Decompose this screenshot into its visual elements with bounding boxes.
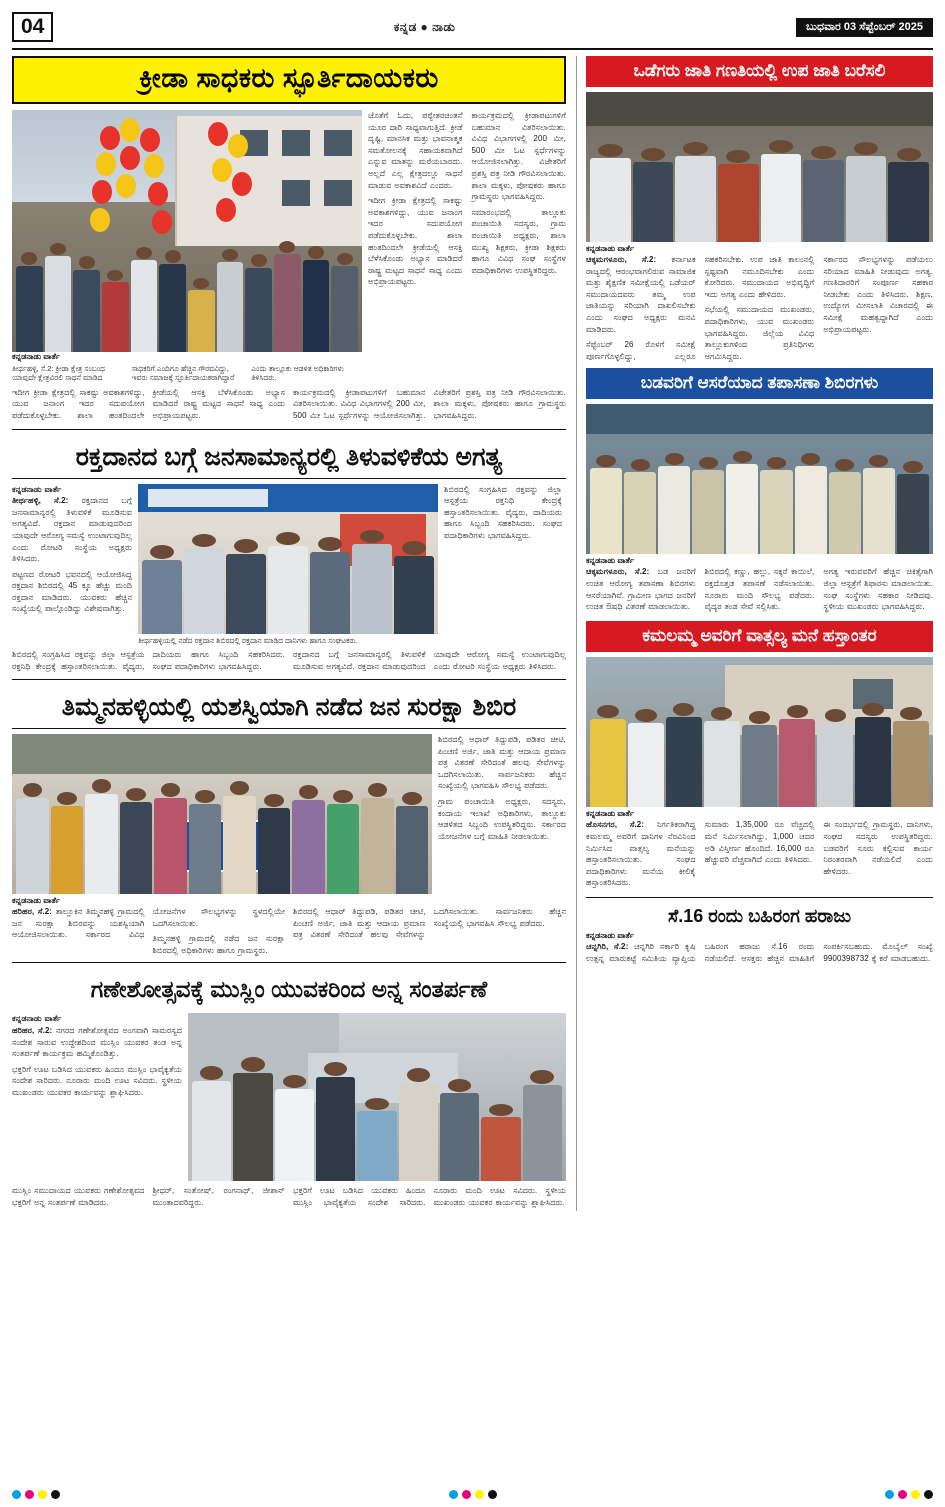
ganesh-food-photo <box>188 1013 566 1181</box>
page-number: 04 <box>12 12 53 42</box>
house-credit: ಕನ್ನಡನಾಡು ವಾರ್ತೆ <box>586 809 635 819</box>
camp-para-1: ಬಡ ಜನರಿಗೆ ಉಚಿತ ಆರೋಗ್ಯ ತಪಾಸಣಾ ಶಿಬಿರಗಳು ಆಸರೆಯಾಗಿವೆ. ಗ್ರಾಮೀಣ ಭಾಗದ ಜನರಿಗೆ ಉಚಿತ ಔಷಧಿ ವಿತರಣೆ ಮಾಡಲಾಯಿತು. <box>586 567 696 612</box>
auction-credit: ಕನ್ನಡನಾಡು ವಾರ್ತೆ <box>586 930 635 940</box>
house-headline: ಕಮಲಮ್ಮ ಅವರಿಗೆ ವಾತ್ಸಲ್ಯ ಮನೆ ಹಸ್ತಾಂತರ <box>586 621 933 652</box>
security-credit: ಕನ್ನಡನಾಡು ವಾರ್ತೆ <box>12 896 61 906</box>
ganesh-caption: ಮುಸ್ಲಿಂ ಸಮುದಾಯದ ಯುವಕರು ಗಣೇಶೋತ್ಸವದ ಭಕ್ತರಿಗೆ ಅನ್ನ ಸಂತರ್ಪಣೆ ಮಾಡಿದರು. <box>12 1186 145 1208</box>
blood-para-1b: ರಕ್ತದಾನದ ಬಗ್ಗೆ ಜನಸಾಮಾನ್ಯರಲ್ಲಿ ತಿಳುವಳಿಕೆ ಮೂಡಿಸುವ ಅಗತ್ಯವಿದೆ. ರಕ್ತದಾನ ಮಾಡುವುದರಿಂದ ಯಾವುದೇ ಆರೋಗ್ಯ ಸಮಸ್ಯೆ ಉಂಟಾಗುವುದಿಲ್ಲ ಎಂದು ರೋಟರಿ ಸಂಸ್ಥೆಯ ಅಧ್ಯಕ್ಷರು ತಿಳಿಸಿದರು. <box>293 649 566 671</box>
lead-photo-credit: ಕನ್ನಡನಾಡು ವಾರ್ತೆ <box>12 352 61 361</box>
auction-dateline: ಚನ್ನಗಿರಿ, ಸೆ.2: <box>586 941 629 951</box>
lead-para-1: ಜೊತೆಗೆ ಓದು, ಪಠ್ಯೇತರಚಿಂತನೆ ಯೂರ ದಾರಿ ಸಾಧ್ಯವಾಗುತ್ತಿದೆ. ಕ್ರೀಡೆ ದೃಷ್ಟಿ, ಮಾನಸಿಕ ಮತ್ತು ಭಾವನಾತ್ಮಕ ಸಮತೋಲನಕ್ಕೆ ಸಹಾಯಕವಾಗಿದೆ ಎನ್ನುವ ಮಾತನ್ನು ಮರೆಯಬಾರದು. ಅಲ್ಲದೆ ಎಲ್ಲ ಕ್ಷೇತ್ರದಲ್ಲೂ ಸಾಧನೆ ಮಾಡುವ ಅವಕಾಶವಿದೆ ಎಂದರು. <box>368 111 463 190</box>
blood-photo-caption: ತೀರ್ಥಹಳ್ಳಿಯಲ್ಲಿ ನಡೆದ ರಕ್ತದಾನ ಶಿಬಿರದಲ್ಲಿ ರಕ್ತದಾನ ಮಾಡಿದ ದಾನಿಗಳು ಹಾಗೂ ಸಂಘಟಕರು. <box>138 635 358 645</box>
security-caption: ತಿಮ್ಮನಹಳ್ಳಿ ಗ್ರಾಮದಲ್ಲಿ ನಡೆದ ಜನ ಸುರಕ್ಷಾ ಶಿಬಿರದಲ್ಲಿ ಅಧಿಕಾರಿಗಳು ಹಾಗೂ ಗ್ರಾಮಸ್ಥರು. <box>152 934 285 955</box>
blood-para-1: ರಕ್ತದಾನದ ಬಗ್ಗೆ ಜನಸಾಮಾನ್ಯರಲ್ಲಿ ತಿಳುವಳಿಕೆ ಮೂಡಿಸುವ ಅಗತ್ಯವಿದೆ. ರಕ್ತದಾನ ಮಾಡುವುದರಿಂದ ಯಾವುದೇ ಆರೋಗ್ಯ ಸಮಸ್ಯೆ ಉಂಟಾಗುವುದಿಲ್ಲ ಎಂದು ರೋಟರಿ ಸಂಸ್ಥೆಯ ಅಧ್ಯಕ್ಷರು ತಿಳಿಸಿದರು. <box>12 496 132 564</box>
lead-article-text-b <box>12 387 566 423</box>
blood-credit: ಕನ್ನಡನಾಡು ವಾರ್ತೆ <box>12 484 62 494</box>
house-para-2: ಸುಮಾರು 1,35,000 ರೂ ವೆಚ್ಚದಲ್ಲಿ ಮನೆ ನಿರ್ಮಿಸಲಾಗಿದ್ದು, 1,000 ಚದರ ಅಡಿ ವಿಸ್ತೀರ್ಣ ಹೊಂದಿದೆ. 16,000 ರೂ ಹೆಚ್ಚುವರಿ ವೆಚ್ಚವಾಗಿದೆ ಎಂದು ತಿಳಿಸಿದರು. <box>704 820 815 865</box>
footer-registration-marks <box>12 1490 933 1499</box>
caste-meeting-photo <box>586 92 933 242</box>
security-article-text <box>12 906 566 956</box>
blood-dateline: ತೀರ್ಥಹಳ್ಳಿ, ಸೆ.2: <box>12 496 69 506</box>
lead-headline: ಕ್ರೀಡಾ ಸಾಧಕರು ಸ್ಫೂರ್ತಿದಾಯಕರು <box>12 56 566 104</box>
house-para-3: ಈ ಸಂದರ್ಭದಲ್ಲಿ ಗ್ರಾಮಸ್ಥರು, ದಾನಿಗಳು, ಸಂಘದ ಸದಸ್ಯರು ಉಪಸ್ಥಿತರಿದ್ದರು. ಬಡವರಿಗೆ ಸೂರು ಕಲ್ಪಿಸುವ ಕಾರ್ಯ ನಿರಂತರವಾಗಿ ನಡೆಯಲಿದೆ ಎಂದು ಹೇಳಿದರು. <box>823 820 933 876</box>
dotset-center <box>449 1490 497 1499</box>
auction-article-text <box>586 941 933 964</box>
camp-para-2: ಶಿಬಿರದಲ್ಲಿ ಕಣ್ಣು, ಹಲ್ಲು, ಸಕ್ಕರೆ ಕಾಯಿಲೆ, ರಕ್ತದೊತ್ತಡ ತಪಾಸಣೆ ನಡೆಸಲಾಯಿತು. ನೂರಾರು ಮಂದಿ ಸೌಲಭ್ಯ ಪಡೆದರು. ವೈದ್ಯರ ತಂಡ ಸೇವೆ ಸಲ್ಲಿಸಿತು. <box>704 567 815 612</box>
camp-dateline: ಚಿಕ್ಕಮಗಳೂರು, ಸೆ.2: <box>586 567 650 577</box>
ganesh-para-1: ನಗರದ ಗಣೇಶೋತ್ಸವದ ಅಂಗವಾಗಿ ಸಾಮರಸ್ಯದ ಸಂದೇಶ ಸಾರುವ ಉದ್ದೇಶದಿಂದ ಮುಸ್ಲಿಂ ಯುವಕರ ತಂಡ ಅನ್ನ ಸಂತರ್ಪಣೆ ಕಾರ್ಯಕ್ರಮ ಹಮ್ಮಿಕೊಂಡಿತ್ತು. <box>12 1026 182 1059</box>
house-para-1: ನಿರ್ಗತಿಕರಾಗಿದ್ದ ಕಮಲಮ್ಮ ಅವರಿಗೆ ದಾನಿಗಳ ನೆರವಿನಿಂದ ನಿರ್ಮಿಸಿದ ವಾತ್ಸಲ್ಯ ಮನೆಯನ್ನು ಹಸ್ತಾಂತರಿಸಲಾಯಿತು. ಸಂಘದ ಪದಾಧಿಕಾರಿಗಳು ಮನೆಯ ಕೀಲಿಕೈ ಹಸ್ತಾಂತರಿಸಿದರು. <box>586 820 696 888</box>
lead-para-4: ಸಮಾರಂಭದಲ್ಲಿ ತಾಲ್ಲೂಕು ಪಂಚಾಯಿತಿ ಸದಸ್ಯರು, ಗ್ರಾಮ ಪಂಚಾಯಿತಿ ಅಧ್ಯಕ್ಷರು, ಶಾಲಾ ಮುಖ್ಯ ಶಿಕ್ಷಕರು, ಕ್ರೀಡಾ ಶಿಕ್ಷಕರು ಹಾಗೂ ವಿವಿಧ ಸಂಘ ಸಂಸ್ಥೆಗಳ ಪದಾಧಿಕಾರಿಗಳು ಉಪಸ್ಥಿತರಿದ್ದರು. <box>471 207 566 275</box>
lead-caption: ತೀರ್ಥಹಳ್ಳಿ, ಸೆ.2: ಕ್ರೀಡಾ ಕ್ಷೇತ್ರ ಸಂಬಂಧ ಯಾವುದೇ ಕ್ಷೇತ್ರವಿರಲಿ ಸಾಧನೆ ಮಾಡಿದ ಸಾಧಕರಿಗೆ ಎಂದಿಗೂ ಹೆಚ್ಚಿನ ಗೌರವವಿದ್ದು, ಇವರು ಸಮಾಜಕ್ಕೆ ಸ್ಫೂರ್ತಿದಾಯಕರಾಗಿದ್ದಾರೆ ಎಂದು ತಾಲ್ಲೂಕು ಆಡಳಿತ ಅಧಿಕಾರಿಗಳು ತಿಳಿಸಿದರು. <box>12 364 344 383</box>
blood-article-tail <box>12 649 566 673</box>
caste-credit: ಕನ್ನಡನಾಡು ವಾರ್ತೆ <box>586 244 635 253</box>
blood-para-3: ಶಿಬಿರದಲ್ಲಿ ಸಂಗ್ರಹಿಸಿದ ರಕ್ತವನ್ನು ಜಿಲ್ಲಾ ಆಸ್ಪತ್ರೆಯ ರಕ್ತನಿಧಿ ಕೇಂದ್ರಕ್ಕೆ ಹಸ್ತಾಂತರಿಸಲಾಯಿತು. ವೈದ್ಯರು, ದಾದಿಯರು ಹಾಗೂ ಸಿಬ್ಬಂದಿ ಸಹಕರಿಸಿದರು. ಸಂಘದ ಪದಾಧಿಕಾರಿಗಳು ಭಾಗವಹಿಸಿದ್ದರು. <box>444 484 562 540</box>
lead-para-2: ಇದೀಗ ಕ್ರೀಡಾ ಕ್ಷೇತ್ರದಲ್ಲಿ ಸಾಕಷ್ಟು ಅವಕಾಶಗಳಿದ್ದು, ಯುವ ಜನಾಂಗ ಇದರ ಸದುಪಯೋಗ ಪಡೆದುಕೊಳ್ಳಬೇಕು. ಶಾಲಾ ಹಂತದಿಂದಲೇ ಕ್ರೀಡೆಯಲ್ಲಿ ಆಸಕ್ತಿ ಬೆಳೆಸಿಕೊಂಡು ಅಭ್ಯಾಸ ಮಾಡಿದರೆ ರಾಷ್ಟ್ರ ಮಟ್ಟದ ಸಾಧನೆ ಸಾಧ್ಯ ಎಂದು ಅಭಿಪ್ರಾಯಪಟ್ಟರು. <box>368 196 463 287</box>
security-camp-headline: ತಿಮ್ಮನಹಳ್ಳಿಯಲ್ಲಿ ಯಶಸ್ವಿಯಾಗಿ ನಡೆದ ಜನ ಸುರಕ್ಷಾ ಶಿಬಿರ <box>12 686 566 729</box>
camp-headline: ಬಡವರಿಗೆ ಆಸರೆಯಾದ ತಪಾಸಣಾ ಶಿಬಿರಗಳು <box>586 368 933 399</box>
ganesh-credit: ಕನ್ನಡನಾಡು ವಾರ್ತೆ <box>12 1014 62 1024</box>
auction-para-1: ಚನ್ನಗಿರಿ ಸರ್ಕಾರಿ ಕೃಷಿ ಉತ್ಪನ್ನ ಮಾರುಕಟ್ಟೆ ಸಮಿತಿಯ ವ್ಯಾಪ್ತಿಯ ಬಹಿರಂಗ ಹರಾಜು ಸೆ.16 ರಂದು ನಡೆಯಲಿದೆ. ಆಸಕ್ತರು ಹೆಚ್ಚಿನ ಮಾಹಿತಿಗೆ ಸಂಪರ್ಕಿಸಬಹುದು. ಮೊಬೈಲ್ ಸಂಖ್ಯೆ 9900398732 ಕ್ಕೆ ಕರೆ ಮಾಡಬಹುದು. <box>586 941 933 963</box>
masthead <box>12 10 933 50</box>
page-columns <box>12 56 933 1211</box>
security-dateline: ಹರಿಹರ, ಸೆ.2: <box>12 907 53 917</box>
lead-para-3: ಕಾರ್ಯಕ್ರಮದಲ್ಲಿ ಕ್ರೀಡಾಪಟುಗಳಿಗೆ ಬಹುಮಾನ ವಿತರಿಸಲಾಯಿತು. ವಿವಿಧ ವಿಭಾಗಗಳಲ್ಲಿ 200 ಮೀ, 500 ಮೀ ಓಟ ಸ್ಪರ್ಧೆಗಳನ್ನು ಆಯೋಜಿಸಲಾಗಿತ್ತು. ವಿಜೇತರಿಗೆ ಪ್ರಶಸ್ತಿ ಪತ್ರ ನೀಡಿ ಗೌರವಿಸಲಾಯಿತು. ಶಾಲಾ ಮಕ್ಕಳು, ಪೋಷಕರು ಹಾಗೂ ಗ್ರಾಮಸ್ಥರು ಭಾಗವಹಿಸಿದ್ದರು. <box>471 111 566 202</box>
caste-para-4: ಸರ್ಕಾರದ ಸೌಲಭ್ಯಗಳನ್ನು ಪಡೆಯಲು ಸರಿಯಾದ ಮಾಹಿತಿ ನೀಡುವುದು ಅಗತ್ಯ. ಗಣತಿದಾರರಿಗೆ ಸಂಪೂರ್ಣ ಸಹಕಾರ ನೀಡಬೇಕು ಎಂದು ತಿಳಿಸಿದರು. ಶಿಕ್ಷಣ, ಉದ್ಯೋಗ ಮೀಸಲಾತಿ ವಿಚಾರದಲ್ಲಿ ಈ ಸಮೀಕ್ಷೆ ಮಹತ್ವದ್ದಾಗಿದೆ ಎಂದು ಅಭಿಪ್ರಾಯಪಟ್ಟರು. <box>823 255 933 334</box>
ganesh-article-tail <box>12 1185 566 1210</box>
paper-name: ಕನ್ನಡ ● ನಾಡು <box>393 19 456 34</box>
ganesh-dateline: ಹರಿಹರ, ಸೆ.2: <box>12 1026 53 1036</box>
house-article-text <box>586 819 933 889</box>
security-camp-photo <box>12 734 432 894</box>
house-handover-photo <box>586 657 933 807</box>
camp-para-3: ಅಗತ್ಯ ಇರುವವರಿಗೆ ಹೆಚ್ಚಿನ ಚಿಕಿತ್ಸೆಗಾಗಿ ಜಿಲ್ಲಾ ಆಸ್ಪತ್ರೆಗೆ ಶಿಫಾರಸು ಮಾಡಲಾಯಿತು. ಸಂಘ ಸಂಸ್ಥೆಗಳು ಸಹಕಾರ ನೀಡಿದವು. ಸ್ಥಳೀಯ ಮುಖಂಡರು ಭಾಗವಹಿಸಿದ್ದರು. <box>823 567 933 612</box>
ganesh-para-2: ಭಕ್ತರಿಗೆ ಊಟ ಬಡಿಸಿದ ಯುವಕರು ಹಿಂದೂ ಮುಸ್ಲಿಂ ಭಾವೈಕ್ಯತೆಯ ಸಂದೇಶ ಸಾರಿದರು. ನೂರಾರು ಮಂದಿ ಊಟ ಸವಿದರು. ಸ್ಥಳೀಯ ಮುಖಂಡರು ಯುವಕರ ಕಾರ್ಯವನ್ನು ಶ್ಲಾಘಿಸಿದರು. <box>12 1064 182 1098</box>
caste-para-1: ಕರ್ನಾಟಕ ರಾಜ್ಯದಲ್ಲಿ ಆರಂಭವಾಗಲಿರುವ ಸಾಮಾಜಿಕ ಮತ್ತು ಶೈಕ್ಷಣಿಕ ಸಮೀಕ್ಷೆಯಲ್ಲಿ ಒಡೆಯರ್ ಸಮುದಾಯದವರು ತಮ್ಮ ಉಪ ಜಾತಿಯನ್ನು ಸರಿಯಾಗಿ ದಾಖಲಿಸಬೇಕು ಎಂದು ಸಂಘದ ಅಧ್ಯಕ್ಷರು ಮನವಿ ಮಾಡಿದರು. <box>586 255 696 334</box>
health-camp-photo <box>586 404 933 554</box>
auction-headline: ಸೆ.16 ರಂದು ಬಹಿರಂಗ ಹರಾಜು <box>667 905 852 926</box>
caste-headline: ಒಡೆಗರು ಜಾತಿ ಗಣತಿಯಲ್ಲಿ ಉಪ ಜಾತಿ ಬರೆಸಲಿ <box>586 56 933 87</box>
lead-article-text-a <box>368 110 566 383</box>
left-column <box>12 56 566 1211</box>
lead-photo <box>12 110 362 352</box>
ganesh-para-2b: ಭಕ್ತರಿಗೆ ಊಟ ಬಡಿಸಿದ ಯುವಕರು ಹಿಂದೂ ಮುಸ್ಲಿಂ ಭಾವೈಕ್ಯತೆಯ ಸಂದೇಶ ಸಾರಿದರು. ನೂರಾರು ಮಂದಿ ಊಟ ಸವಿದರು. ಸ್ಥಳೀಯ ಮುಖಂಡರು ಯುವಕರ ಕಾರ್ಯವನ್ನು ಶ್ಲಾಘಿಸಿದರು. <box>293 1186 566 1208</box>
dotset-right <box>885 1490 933 1499</box>
caste-para-3: ಸಭೆಯಲ್ಲಿ ಸಮುದಾಯದ ಮುಖಂಡರು, ಪದಾಧಿಕಾರಿಗಳು, ಯುವ ಮುಖಂಡರು ಭಾಗವಹಿಸಿದ್ದರು. ಜಿಲ್ಲೆಯ ವಿವಿಧ ತಾಲ್ಲೂಕುಗಳಿಂದ ಪ್ರತಿನಿಧಿಗಳು ಆಗಮಿಸಿದ್ದರು. <box>704 305 815 361</box>
security-para-2: ಶಿಬಿರದಲ್ಲಿ ಆಧಾರ್ ತಿದ್ದುಪಡಿ, ಪಡಿತರ ಚೀಟಿ, ಪಿಂಚಣಿ ಅರ್ಜಿ, ಜಾತಿ ಮತ್ತು ಆದಾಯ ಪ್ರಮಾಣ ಪತ್ರ ವಿತರಣೆ ಸೇರಿದಂತೆ ಹಲವು ಸೇವೆಗಳನ್ನು ಒದಗಿಸಲಾಯಿತು. ಸಾರ್ವಜನಿಕರು ಹೆಚ್ಚಿನ ಸಂಖ್ಯೆಯಲ್ಲಿ ಭಾಗವಹಿಸಿ ಸೌಲಭ್ಯ ಪಡೆದರು. <box>438 735 566 791</box>
lead-para-3b: ಕಾರ್ಯಕ್ರಮದಲ್ಲಿ ಕ್ರೀಡಾಪಟುಗಳಿಗೆ ಬಹುಮಾನ ವಿತರಿಸಲಾಯಿತು. ವಿವಿಧ ವಿಭಾಗಗಳಲ್ಲಿ 200 ಮೀ, 500 ಮೀ ಓಟ ಸ್ಪರ್ಧೆಗಳನ್ನು ಆಯೋಜಿಸಲಾಗಿತ್ತು. ವಿಜೇತರಿಗೆ ಪ್ರಶಸ್ತಿ ಪತ್ರ ನೀಡಿ ಗೌರವಿಸಲಾಯಿತು. ಶಾಲಾ ಮಕ್ಕಳು, ಪೋಷಕರು ಹಾಗೂ ಗ್ರಾಮಸ್ಥರು ಭಾಗವಹಿಸಿದ್ದರು. <box>293 387 566 420</box>
caste-para-2: ಸೆಪ್ಟೆಂಬರ್ 26 ರೊಳಗೆ ಸಮೀಕ್ಷೆ ಪೂರ್ಣಗೊಳ್ಳಲಿದ್ದು, ಎಲ್ಲರೂ ಸಹಕರಿಸಬೇಕು. ಉಪ ಜಾತಿ ಕಾಲಂನಲ್ಲಿ ಸ್ಪಷ್ಟವಾಗಿ ನಮೂದಿಸಬೇಕು ಎಂದು ಕೋರಿದರು. ಸಮುದಾಯದ ಅಭಿವೃದ್ಧಿಗೆ ಇದು ಅಗತ್ಯ ಎಂದು ಹೇಳಿದರು. <box>586 255 815 361</box>
publication-date: ಬುಧವಾರ 03 ಸೆಪ್ಟೆಂಬರ್ 2025 <box>796 18 933 37</box>
dotset-left <box>12 1490 60 1499</box>
right-column <box>576 56 933 1211</box>
blood-headline: ರಕ್ತದಾನದ ಬಗ್ಗೆ ಜನಸಾಮಾನ್ಯರಲ್ಲಿ ತಿಳುವಳಿಕೆಯ ಅಗತ್ಯ <box>12 436 566 479</box>
security-para-3: ಗ್ರಾಮ ಪಂಚಾಯಿತಿ ಅಧ್ಯಕ್ಷರು, ಸದಸ್ಯರು, ಕಂದಾಯ ಇಲಾಖೆ ಅಧಿಕಾರಿಗಳು, ತಾಲ್ಲೂಕು ಆಡಳಿತದ ಸಿಬ್ಬಂದಿ ಉಪಸ್ಥಿತರಿದ್ದರು. ಸರ್ಕಾರದ ಯೋಜನೆಗಳ ಬಗ್ಗೆ ಮಾಹಿತಿ ನೀಡಲಾಯಿತು. <box>438 797 566 841</box>
caste-article-text <box>586 254 933 362</box>
blood-para-3b: ಶಿಬಿರದಲ್ಲಿ ಸಂಗ್ರಹಿಸಿದ ರಕ್ತವನ್ನು ಜಿಲ್ಲಾ ಆಸ್ಪತ್ರೆಯ ರಕ್ತನಿಧಿ ಕೇಂದ್ರಕ್ಕೆ ಹಸ್ತಾಂತರಿಸಲಾಯಿತು. ವೈದ್ಯರು, ದಾದಿಯರು ಹಾಗೂ ಸಿಬ್ಬಂದಿ ಸಹಕರಿಸಿದರು. ಸಂಘದ ಪದಾಧಿಕಾರಿಗಳು ಭಾಗವಹಿಸಿದ್ದರು. <box>12 649 285 671</box>
ganesh-names: ಶ್ರೀಧರ್, ಸಂತೋಷ್, ರಂಗನಾಥ್, ಜೀಶಾನ್ ಮುಂತಾದವರಿದ್ದರು. <box>152 1186 285 1208</box>
security-para-1: ತಾಲ್ಲೂಕಿನ ತಿಮ್ಮನಹಳ್ಳಿ ಗ್ರಾಮದಲ್ಲಿ ಜನ ಸುರಕ್ಷಾ ಶಿಬಿರವನ್ನು ಯಶಸ್ವಿಯಾಗಿ ಆಯೋಜಿಸಲಾಯಿತು. ಸರ್ಕಾರದ ವಿವಿಧ ಯೋಜನೆಗಳ ಸೌಲಭ್ಯಗಳನ್ನು ಸ್ಥಳದಲ್ಲಿಯೇ ಒದಗಿಸಲಾಯಿತು. <box>12 907 285 940</box>
security-para-2b: ಶಿಬಿರದಲ್ಲಿ ಆಧಾರ್ ತಿದ್ದುಪಡಿ, ಪಡಿತರ ಚೀಟಿ, ಪಿಂಚಣಿ ಅರ್ಜಿ, ಜಾತಿ ಮತ್ತು ಆದಾಯ ಪ್ರಮಾಣ ಪತ್ರ ವಿತರಣೆ ಸೇರಿದಂತೆ ಹಲವು ಸೇವೆಗಳನ್ನು ಒದಗಿಸಲಾಯಿತು. ಸಾರ್ವಜನಿಕರು ಹೆಚ್ಚಿನ ಸಂಖ್ಯೆಯಲ್ಲಿ ಭಾಗವಹಿಸಿ ಸೌಲಭ್ಯ ಪಡೆದರು. <box>293 907 566 940</box>
camp-credit: ಕನ್ನಡನಾಡು ವಾರ್ತೆ <box>586 556 635 566</box>
camp-article-text <box>586 566 933 615</box>
ganesh-headline: ಗಣೇಶೋತ್ಸವಕ್ಕೆ ಮುಸ್ಲಿಂ ಯುವಕರಿಂದ ಅನ್ನ ಸಂತರ್ಪಣೆ <box>90 976 488 1003</box>
lead-para-2b: ಇದೀಗ ಕ್ರೀಡಾ ಕ್ಷೇತ್ರದಲ್ಲಿ ಸಾಕಷ್ಟು ಅವಕಾಶಗಳಿದ್ದು, ಯುವ ಜನಾಂಗ ಇದರ ಸದುಪಯೋಗ ಪಡೆದುಕೊಳ್ಳಬೇಕು. ಶಾಲಾ ಹಂತದಿಂದಲೇ ಕ್ರೀಡೆಯಲ್ಲಿ ಆಸಕ್ತಿ ಬೆಳೆಸಿಕೊಂಡು ಅಭ್ಯಾಸ ಮಾಡಿದರೆ ರಾಷ್ಟ್ರ ಮಟ್ಟದ ಸಾಧನೆ ಸಾಧ್ಯ ಎಂದು ಅಭಿಪ್ರಾಯಪಟ್ಟರು. <box>12 387 285 420</box>
house-dateline: ಹೊಸನಗರ, ಸೆ.2: <box>586 820 645 830</box>
blood-para-2: ಪಟ್ಟಣದ ರೋಟರಿ ಭವನದಲ್ಲಿ ಆಯೋಜಿಸಿದ್ದ ರಕ್ತದಾನ ಶಿಬಿರದಲ್ಲಿ 45 ಕ್ಕೂ ಹೆಚ್ಚು ಮಂದಿ ರಕ್ತದಾನ ಮಾಡಿದರು. ಯುವಕರು ಹೆಚ್ಚಿನ ಸಂಖ್ಯೆಯಲ್ಲಿ ಪಾಲ್ಗೊಂಡಿದ್ದು ವಿಶೇಷವಾಗಿತ್ತು. <box>12 569 132 614</box>
blood-donation-photo <box>138 484 438 634</box>
caste-dateline: ಚಿಕ್ಕಮಗಳೂರು, ಸೆ.2: <box>586 255 657 264</box>
